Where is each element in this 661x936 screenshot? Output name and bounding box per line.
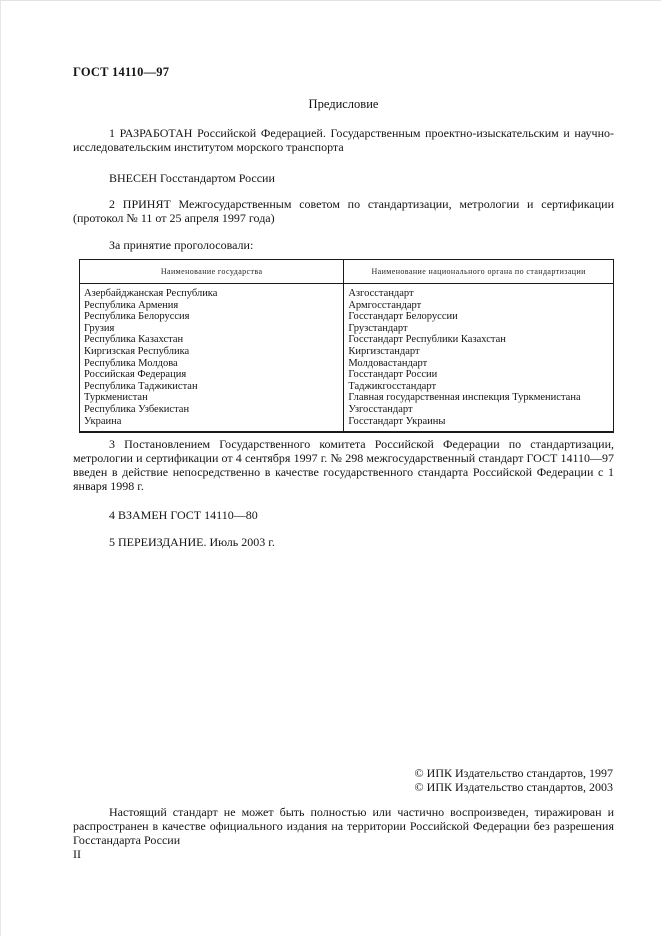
voting-table bbox=[79, 259, 614, 433]
page-number: II bbox=[73, 847, 81, 861]
body-cell: Узгосстандарт bbox=[344, 404, 614, 416]
clause-reissue: 5 ПЕРЕИЗДАНИЕ. Июль 2003 г. bbox=[109, 535, 275, 549]
page-title: Предисловие bbox=[308, 97, 379, 111]
body-cell: Азгосстандарт bbox=[344, 284, 614, 300]
clause-adopted: 2 ПРИНЯТ Межгосударственным советом по стандартизации, метрологии и сертификации (протокол № 11 от 25 апреля 1997 года) bbox=[73, 197, 614, 225]
clause-submitted: ВНЕСЕН Госстандартом России bbox=[109, 171, 275, 185]
table-header-row bbox=[80, 260, 614, 284]
state-cell: Республика Молдова bbox=[84, 357, 178, 369]
body-cell: Молдовастандарт bbox=[344, 358, 614, 370]
body-cell: Госстандарт Республики Казахстан bbox=[344, 334, 614, 346]
state-cell: Республика Казахстан bbox=[84, 334, 184, 346]
table-row bbox=[80, 416, 614, 433]
state-cell: Азербайджанская Республика bbox=[84, 288, 218, 299]
reproduction-notice: Настоящий стандарт не может быть полностью или частично воспроизведен, тиражирован и распространен в качестве официального издания на территории Российской Федерации без разрешения Госстандарта России bbox=[73, 805, 614, 847]
copyright-block bbox=[415, 767, 613, 794]
body-cell: Госстандарт России bbox=[344, 369, 614, 381]
table-row bbox=[80, 392, 614, 404]
doc-code: ГОСТ 14110—97 bbox=[73, 65, 170, 79]
state-cell: Республика Белоруссия bbox=[84, 311, 190, 323]
state-cell: Республика Узбекистан bbox=[84, 403, 190, 415]
table-row bbox=[80, 334, 614, 346]
clause-enacted: 3 Постановлением Государственного комитета Российской Федерации по стандартизации, метрологии и сертификации от 4 сентября 1997 г. № 298 межгосударственный стандарт ГОСТ 14110—97 введен в действие непосредственно в качестве государственного стандарта Российской Федерации с 1 января 1998 г. bbox=[73, 437, 614, 493]
column-header-state: Наименование государства bbox=[80, 260, 344, 284]
state-cell: Республика Армения bbox=[84, 299, 179, 311]
vote-intro: За принятие проголосовали: bbox=[109, 238, 254, 252]
table-row bbox=[80, 369, 614, 381]
table-row bbox=[80, 381, 614, 393]
table-row bbox=[80, 300, 614, 312]
table-row bbox=[80, 346, 614, 358]
clause-replaces: 4 ВЗАМЕН ГОСТ 14110—80 bbox=[109, 508, 258, 522]
table-row bbox=[80, 404, 614, 416]
state-cell: Республика Таджикистан bbox=[84, 380, 198, 392]
body-cell: Грузстандарт bbox=[344, 323, 614, 335]
table-row bbox=[80, 311, 614, 323]
state-cell: Киргизская Республика bbox=[84, 345, 190, 357]
table-row bbox=[80, 284, 614, 300]
copyright-line-2003: © ИПК Издательство стандартов, 2003 bbox=[414, 779, 613, 794]
table-row bbox=[80, 323, 614, 335]
copyright-line-1997: © ИПК Издательство стандартов, 1997 bbox=[414, 766, 613, 780]
state-cell: Грузия bbox=[84, 322, 115, 334]
body-cell: Госстандарт Белоруссии bbox=[344, 311, 614, 323]
body-cell: Армгосстандарт bbox=[344, 300, 614, 312]
column-header-body: Наименование национального органа по стандартизации bbox=[344, 260, 614, 284]
state-cell: Российская Федерация bbox=[84, 369, 187, 381]
state-cell: Украина bbox=[84, 415, 122, 427]
body-cell: Таджикгосстандарт bbox=[344, 381, 614, 393]
table-row bbox=[80, 358, 614, 370]
state-cell: Туркменистан bbox=[84, 392, 148, 404]
body-cell: Главная государственная инспекция Туркменистана bbox=[344, 392, 614, 404]
body-cell: Госстандарт Украины bbox=[344, 416, 614, 433]
clause-developed: 1 РАЗРАБОТАН Российской Федерацией. Государственным проектно-изыскательским и научно-исследовательским институтом морского транспорта bbox=[73, 126, 614, 154]
body-cell: Киргизстандарт bbox=[344, 346, 614, 358]
